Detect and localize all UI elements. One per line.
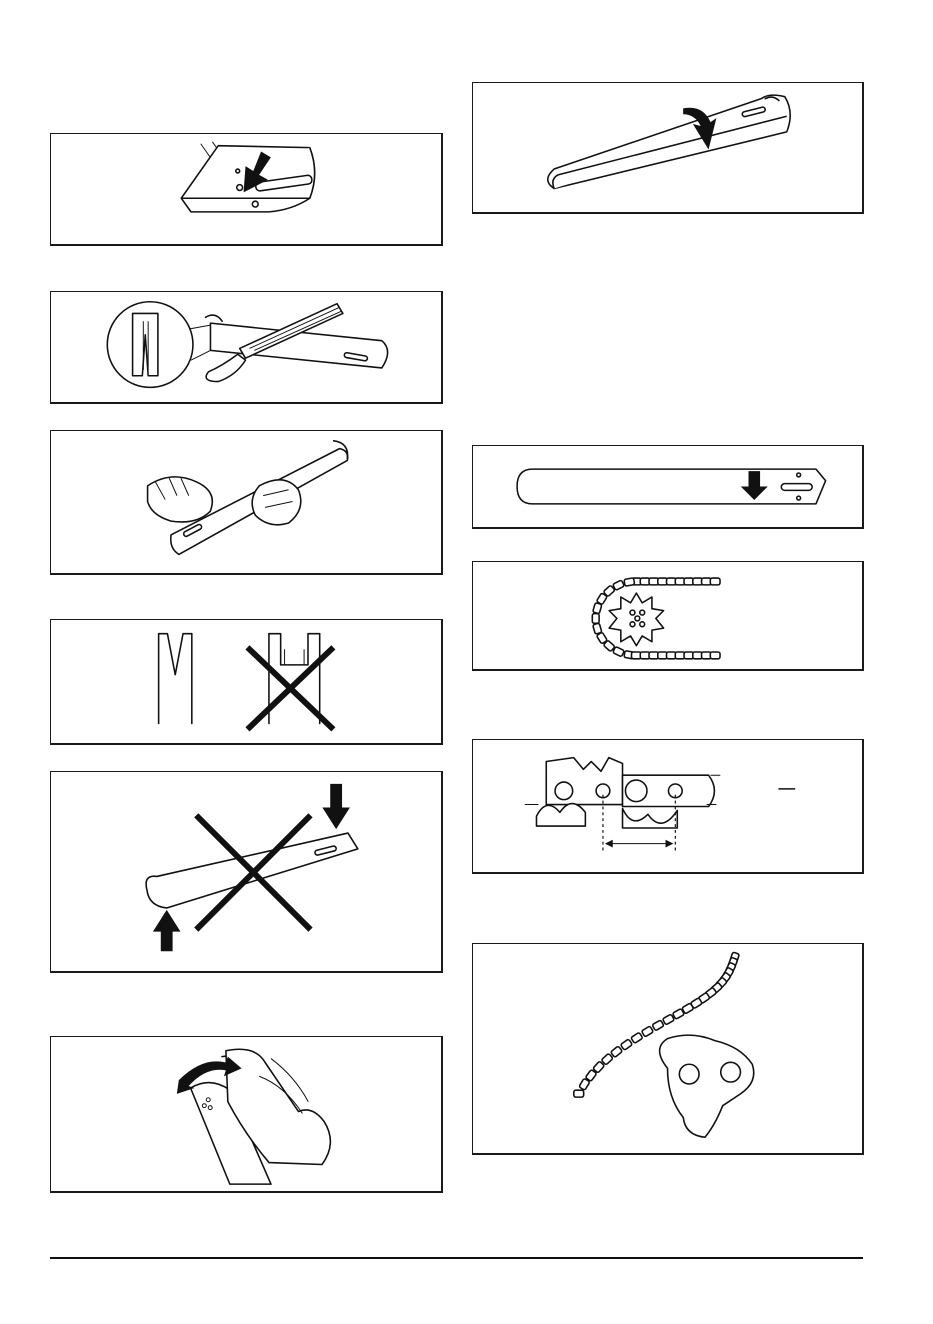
chain-link	[710, 652, 720, 659]
chain-link	[672, 1008, 684, 1019]
chain-link	[631, 1032, 643, 1043]
figure-bar-groove-wear-comparison	[50, 619, 443, 745]
right-hand	[252, 480, 301, 525]
chain-link	[613, 646, 625, 656]
figure-chain-and-drive-link	[472, 943, 864, 1155]
chain-link	[710, 578, 720, 585]
chain-link	[574, 1090, 584, 1097]
bar-hole-check-illustration	[473, 446, 862, 527]
chain-link	[593, 603, 602, 614]
nose-sprocket-illustration	[51, 1037, 441, 1191]
chain-link	[652, 1020, 664, 1031]
chain-link	[601, 1053, 613, 1065]
figure-bar-turning	[472, 82, 864, 214]
dimension-arrow-left-icon	[605, 840, 613, 848]
rail-inspection-illustration	[51, 431, 441, 573]
chain-sprocket-illustration	[473, 562, 862, 669]
file-handle	[206, 354, 245, 381]
figure-bar-lubrication-hole-check	[472, 445, 864, 529]
chain-drive-link-illustration	[473, 944, 862, 1153]
figure-bar-rail-filing	[50, 291, 443, 404]
chain-link	[610, 1046, 622, 1058]
footer-rule	[50, 1257, 863, 1259]
rail-filing-illustration	[51, 292, 441, 402]
chain-link	[662, 1014, 674, 1025]
left-hand	[148, 477, 213, 522]
figure-bar-straightness-wrong	[50, 771, 443, 973]
chain-link	[592, 614, 599, 624]
up-arrow-icon	[153, 910, 181, 951]
figure-bar-nose-sprocket-rotation	[50, 1036, 443, 1193]
groove-comparison-illustration	[51, 620, 441, 743]
chain-link	[620, 1039, 632, 1050]
drive-link-plate	[660, 1035, 754, 1137]
figure-bar-lubrication-hole	[50, 133, 443, 246]
figure-chain-drive-sprocket	[472, 561, 864, 671]
bar-turning-illustration	[473, 83, 862, 212]
chain-link	[579, 1078, 590, 1090]
chain-pitch-illustration	[473, 740, 862, 872]
figure-bar-rail-inspection	[50, 430, 443, 575]
dimension-arrow-right-icon	[666, 840, 674, 848]
down-arrow-icon	[322, 784, 350, 829]
bar-straightness-illustration	[51, 772, 441, 971]
bar-hole-illustration	[51, 134, 441, 244]
chain-link	[624, 578, 635, 586]
figure-chain-pitch-measurement	[472, 739, 864, 874]
chain-link	[641, 1026, 653, 1037]
